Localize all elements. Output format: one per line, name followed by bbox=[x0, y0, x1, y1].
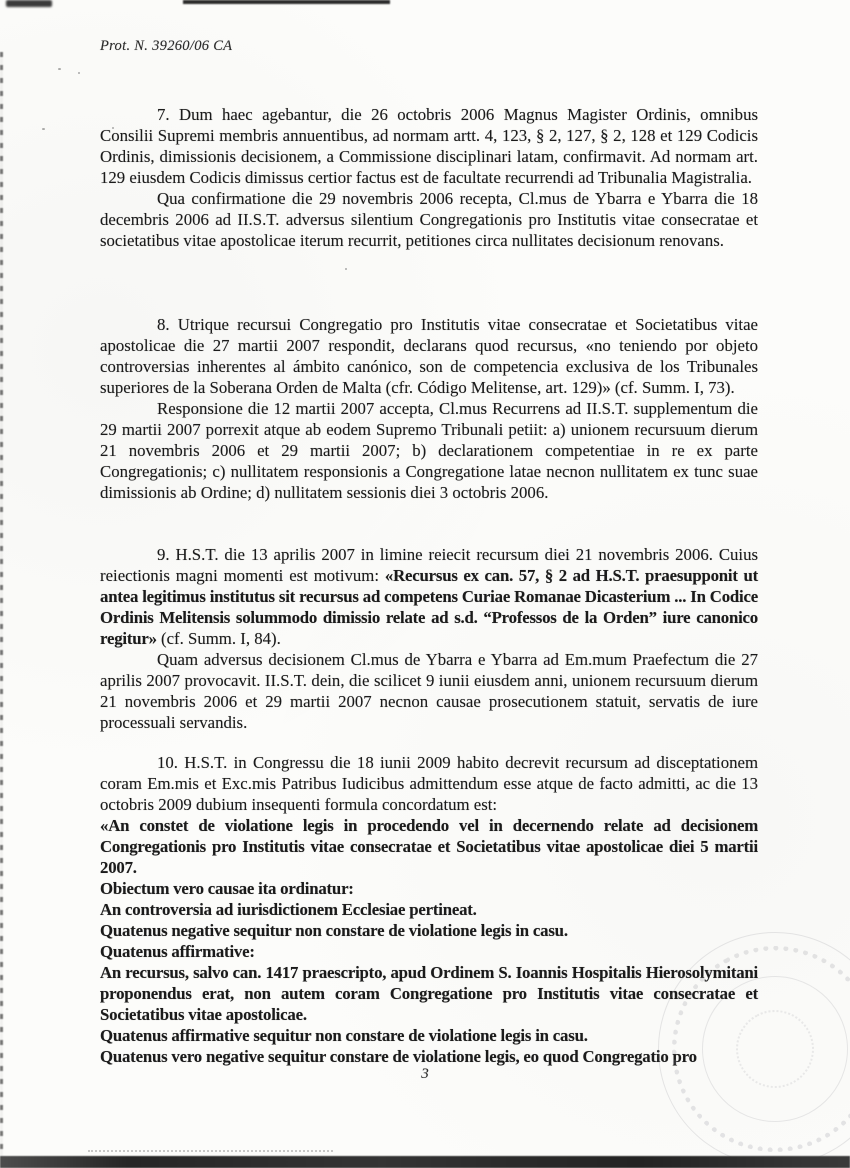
section-10 bbox=[100, 752, 758, 1067]
paragraph-8-continued: Responsione die 12 martii 2007 accepta, Cl.mus Recurrens ad II.S.T. supplementum die 29 martii 2007 porrexit atque ab eodem Supremo Tribunali petiit: a) unionem recursuum dierum 21 novembris 2006 et 29 martii 2007; b) declarationem competentiae in re ex parte Congregationis; c) nullitatem responsionis a Congregatione latae necnon nullitatem ex tunc suae dimissionis ab Ordine; d) nullitatem sessionis diei 3 octobris 2006. bbox=[100, 399, 758, 502]
protocol-number: Prot. N. 39260/06 CA bbox=[100, 38, 233, 54]
paragraph-7-continued: Qua confirmatione die 29 novembris 2006 recepta, Cl.mus de Ybarra e Ybarra die 18 decembris 2006 ad II.S.T. adversus silentium Congregationis pro Institutis vitae consecratae et societatibus vitae apostolicae iterum recurrit, petitiones circa nullitates decisionum renovans. bbox=[100, 189, 758, 250]
scan-smudge-top-left bbox=[6, 0, 52, 7]
paragraph-8: 8. Utrique recursui Congregatio pro Institutis vitae consecratae et Societatibus vitae apostolicae die 27 martii 2007 respondit, declarans quod recursus, «no teniendo por objeto controversias inherentes al ámbito canónico, son de competencia exclusiva de los Tribunales superiores de la Soberana Orden de Malta (cfr. Código Melitense, art. 129)» (cf. Summ. I, 73). bbox=[100, 315, 758, 397]
dubium-line: An recursus, salvo can. 1417 praescripto, apud Ordinem S. Ioannis Hospitalis Hierosolymitani proponendus erat, non autem coram Congregatione pro Institutis vitae consecratae et Societatibus vitae apostolicae. bbox=[100, 963, 758, 1024]
scan-dotted-line-bottom bbox=[88, 1150, 333, 1152]
dubium-line: An controversia ad iurisdictionem Ecclesiae pertineat. bbox=[100, 900, 477, 919]
dubium-line: Quatenus affirmative: bbox=[100, 942, 255, 961]
paragraph-9-citation: (cf. Summ. I, 84). bbox=[156, 629, 281, 648]
paragraph-9 bbox=[100, 544, 758, 649]
dubium-formula bbox=[100, 815, 758, 1067]
scan-speck bbox=[42, 128, 45, 130]
dubium-line: Obiectum vero causae ita ordinatur: bbox=[100, 879, 354, 898]
scan-edge-left bbox=[0, 52, 3, 1156]
scan-speck bbox=[78, 72, 80, 74]
dubium-line: Quatenus vero negative sequitur constare de violatione legis, eo quod Congregatio pro bbox=[100, 1047, 697, 1066]
section-7 bbox=[100, 104, 758, 251]
dubium-line: «An constet de violatione legis in procedendo vel in decernendo relate ad decisionem Congregationis pro Institutis vitae consecratae et Societatibus vitae apostolicae diei 5 martii 2007. bbox=[100, 816, 758, 877]
paragraph-7: 7. Dum haec agebantur, die 26 octobris 2006 Magnus Magister Ordinis, omnibus Consilii Supremi membris annuentibus, ad normam artt. 4, 123, § 2, 127, § 2, 128 et 129 Codicis Ordinis, dimissionis decisionem, a Commissione disciplinari latam, confirmavit. Ad normam art. 129 eiusdem Codicis dimissus certior factus est de facultate recurrendi ad Tribunalia Magistralia. bbox=[100, 105, 758, 187]
scan-line-top-edge bbox=[183, 0, 390, 4]
paragraph-9-continued: Quam adversus decisionem Cl.mus de Ybarra e Ybarra ad Em.mum Praefectum die 27 aprilis 2007 provocavit. II.S.T. dein, die scilicet 9 iunii eiusdem anni, unionem recursuum dierum 21 novembris 2006 et 29 martii 2007 necnon causae prosecutionem statuit, servatis de iure processuali servandis. bbox=[100, 650, 758, 732]
scan-speck bbox=[58, 68, 61, 70]
section-8 bbox=[100, 314, 758, 503]
page-number: 3 bbox=[421, 1066, 429, 1082]
dubium-line: Quatenus negative sequitur non constare de violatione legis in casu. bbox=[100, 921, 568, 940]
section-9 bbox=[100, 544, 758, 733]
scan-speck bbox=[345, 268, 347, 270]
paragraph-9-quotation-bold: «Recursus ex can. 57, § 2 ad H.S.T. praesupponit ut antea legitimus institutus sit recursus ad competens Curiae Romanae Dicasterium ... In Codice Ordinis Melitensis solummodo dimissio relate ad s.d. “Professos de la Orden” iure canonico regitur» bbox=[100, 566, 758, 648]
scan-band-bottom bbox=[0, 1156, 850, 1168]
paragraph-9-lead: 9. H.S.T. die 13 aprilis 2007 in limine reiecit recursum diei 21 novembris 2006. Cuius reiectionis magni momenti est motivum: bbox=[100, 545, 758, 585]
dubium-line: Quatenus affirmative sequitur non constare de violatione legis in casu. bbox=[100, 1026, 588, 1045]
paragraph-10: 10. H.S.T. in Congressu die 18 iunii 2009 habito decrevit recursum ad disceptationem coram Em.mis et Exc.mis Patribus Iudicibus admittendum esse atque de facto admitti, ac die 13 octobris 2009 dubium insequenti formula concordatum est: bbox=[100, 753, 758, 814]
